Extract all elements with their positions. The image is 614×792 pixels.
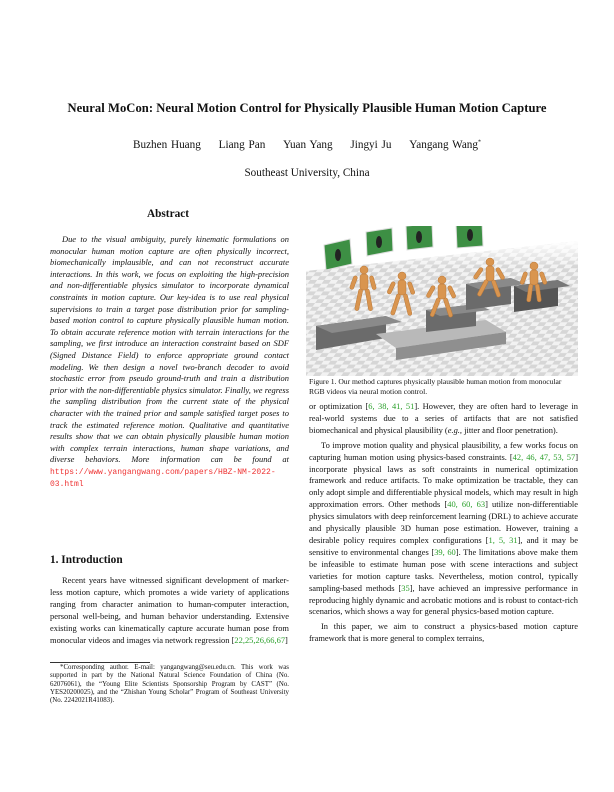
figure-caption: Figure 1. Our method captures physically plausible human motion from monocular RGB videos via neural motion control. [309,377,562,396]
video-frame [366,228,393,256]
body-paragraph: In this paper, we aim to construct a physics-based motion capture framework that is more general to complex terrains, [309,621,578,644]
intro-paragraph [50,575,289,646]
body-text: ] utilize non-differentiable physics simulators with deep reinforcement learning (DRL) to achieve accurate and physically plausible 3D human pose estimation. However, training a desirable policy requires complex configurations [ [309,499,579,545]
author-name-text: Yangang Wang [409,139,478,151]
body-paragraph [309,440,578,619]
author-name: Liang Pan [218,139,266,151]
figure-illustration [306,226,578,376]
citation-link[interactable]: 22,25,26,66,67 [234,634,286,645]
citation-link[interactable]: 42, 46, 47, 53, 57 [512,451,576,462]
author-name: Yuan Yang [283,139,333,151]
citation-link[interactable]: 1, 5, 31 [488,534,518,545]
teaser-figure [306,226,578,376]
abstract-heading: Abstract [146,208,190,220]
author-name [409,139,481,151]
body-text: e.g. [447,424,460,435]
affiliation: Southeast University, China [244,167,370,179]
video-frame [406,226,433,250]
project-link[interactable]: https://www.yangangwang.com/papers/HBZ-NM-2022-03.html [50,467,276,490]
citation-link[interactable]: 35 [401,582,410,593]
author-list [0,139,614,151]
right-column [309,401,578,645]
corresponding-mark: * [477,139,481,146]
body-text: ], and it may be sensitive to environmental changes [ [309,534,579,557]
citation-link[interactable]: 39, 60 [434,546,456,557]
citation-link[interactable]: 40, 60, 63 [447,499,486,510]
footnote-rule [50,662,150,663]
body-text: , jitter and floor penetration). [459,424,558,435]
abstract-text: Due to the visual ambiguity, purely kinematic formulations on monocular human motion capture are often physically incorrect, biomechanically implausible, and can not reconstruct accurate interactions. In this work, we focus on exploiting the high-precision and non-differentiable physics simulator to incorporate dynamical constraints in motion capture. Our key-idea is to use real physical supervisions to train a target pose distribution prior for sampling-based motion control to capture physically plausible human motion. To obtain accurate reference motion with terrain interactions for the sampling, we first introduce an interaction constraint based on SDF (Signed Distance Field) to enforce appropriate ground contact modeling. We then design a novel two-branch decoder to avoid stochastic error from pseudo ground-truth and train a distribution prior with the non-differentiable physics simulator. Finally, we regress the sampling distribution from the current state of the physical character with the trained prior and sample satisfied target poses to track the estimated reference motion. Qualitative and quantitative results show that we can obtain physically plausible human motion with complex terrain interactions, human shape variations, and diverse behaviors. More information can be found at [50,234,289,465]
body-text: ] incorporate physical laws as soft constraints in numerical optimization framework and reduce artifacts. To make optimization be tractable, they can only adopt simple and differentiable physical models, which may result in high approximation errors. Other methods [ [309,451,579,510]
body-text: or optimization [ [309,401,369,411]
body-text: ]. However, they are often hard to leverage in real-world systems due to a series of artifacts that are not satisfied biomechanical and physical plausibility ( [309,401,579,435]
citation-link[interactable]: 6, 38, 41, 51 [368,401,415,411]
intro-text: Recent years have witnessed significant development of marker-less motion capture, which promotes a wide variety of applications ranging from character animation to human-computer interaction, personal well-being, and human behavior understanding. Extensive existing works can kinematically capture accurate human pose from monocular videos and images via network regression [ [50,575,289,645]
body-paragraph [309,401,578,437]
body-text: ], have achieved an impressive performance in reproducing highly dynamic and acrobatic motions and is robust to contact-rich scenarios, which shows a way for general physics-based motion capture. [309,582,578,617]
body-text: ]. The limitations above make them be infeasible to estimate human pose with scene interactions and subject varieties for motion capture tasks. Nevertheless, motion control, typically sampling-based methods [ [309,546,578,593]
footnote: *Corresponding author. E-mail: yangangwang@seu.edu.cn. This work was supported in part by the National Natural Science Foundation of China (No. 62076061), the “Young Elite Scientists Sponsorship Program by CAST” (No. YES20200025), and the “Zhishan Young Scholar” Program of Southeast University (No. 2242021R41083). [50,664,289,705]
section-heading: 1. Introduction [50,554,123,566]
author-name: Buzhen Huang [133,139,201,151]
body-text: To improve motion quality and physical plausibility, a few works focus on capturing human motion using physics-based constraints. [ [309,439,578,462]
abstract-body [50,234,289,491]
author-name: Jingyi Ju [350,139,392,151]
intro-text-end: ] [285,634,288,645]
video-frame [456,226,483,248]
video-frame [324,239,352,270]
paper-title: Neural MoCon: Neural Motion Control for Physically Plausible Human Motion Capture [67,101,547,115]
